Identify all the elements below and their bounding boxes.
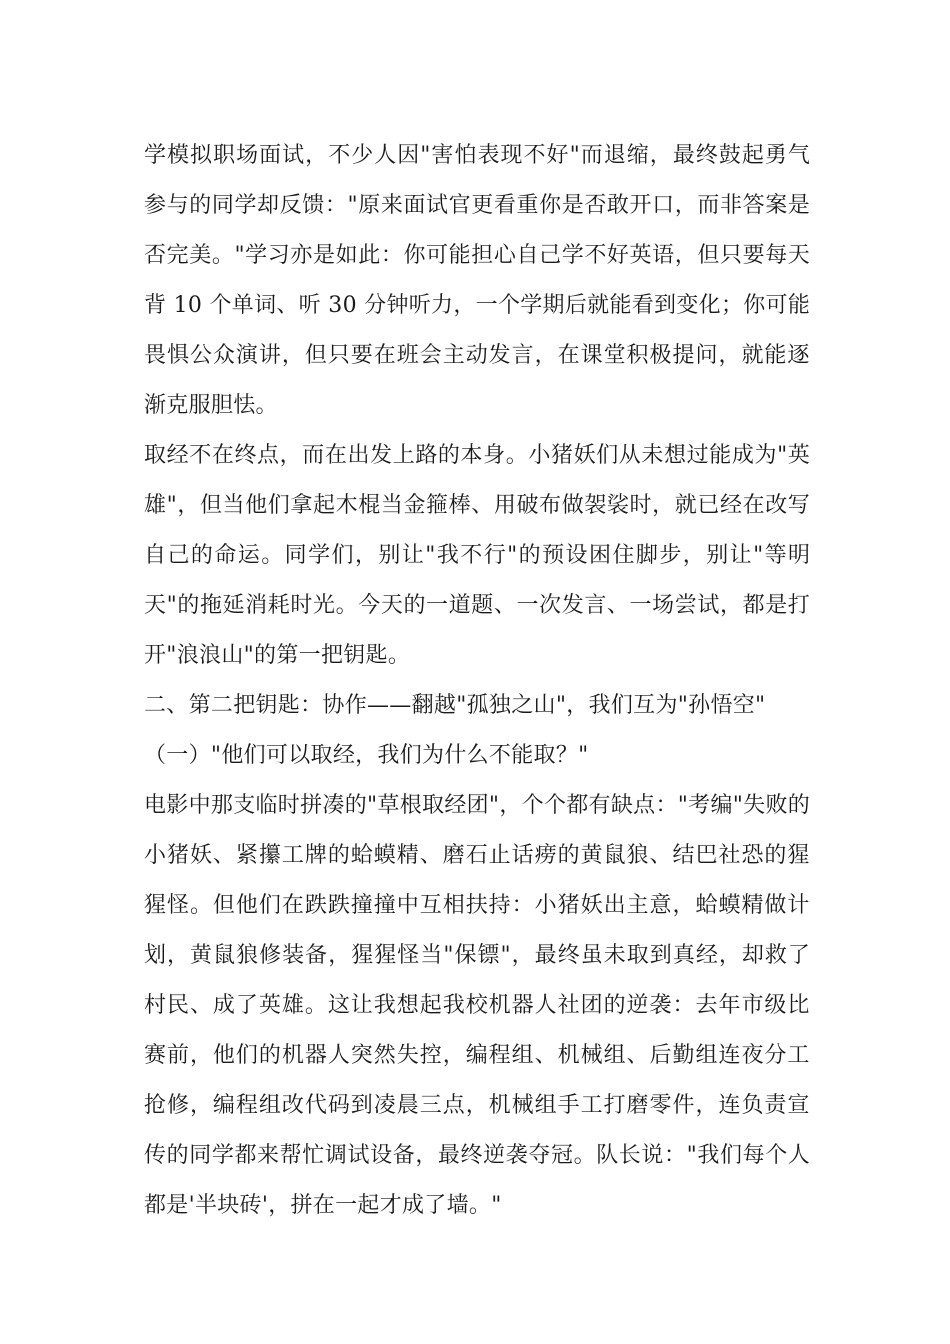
section-heading bbox=[144, 681, 810, 731]
text-line: 村民、成了英雄。这让我想起我校机器人社团的逆袭：去年市级比 bbox=[144, 993, 811, 1018]
text-line: 抢修，编程组改代码到凌晨三点，机械组手工打磨零件，连负责宣 bbox=[144, 1093, 811, 1118]
document-body bbox=[144, 131, 810, 1231]
text-line: 划，黄鼠狼修装备，猩猩怪当"保镖"，最终虽未取到真经，却救了 bbox=[144, 943, 811, 968]
text-line: 传的同学都来帮忙调试设备，最终逆袭夺冠。队长说："我们每个人 bbox=[144, 1143, 811, 1168]
text-line: 自己的命运。同学们，别让"我不行"的预设困住脚步，别让"等明 bbox=[144, 543, 812, 568]
text-line: 否完美。"学习亦是如此：你可能担心自己学不好英语，但只要每天 bbox=[144, 243, 811, 268]
text-line: 参与的同学却反馈："原来面试官更看重你是否敢开口，而非答案是 bbox=[144, 193, 811, 218]
subsection-heading bbox=[144, 731, 810, 781]
text-line: 电影中那支临时拼凑的"草根取经团"，个个都有缺点："考编"失败的 bbox=[144, 793, 811, 818]
text-line: 背 10 个单词、听 30 分钟听力，一个学期后就能看到变化；你可能 bbox=[144, 293, 811, 318]
text-line: 赛前，他们的机器人突然失控，编程组、机械组、后勤组连夜分工 bbox=[144, 1043, 811, 1068]
paragraph-team bbox=[144, 781, 810, 1231]
text-line: 雄"，但当他们拿起木棍当金箍棒、用破布做袈裟时，就已经在改写 bbox=[144, 493, 811, 518]
text-line: 开"浪浪山"的第一把钥匙。 bbox=[144, 643, 411, 668]
paragraph-interview bbox=[144, 131, 810, 431]
text-line: 都是'半块砖'，拼在一起才成了墙。" bbox=[144, 1193, 502, 1218]
text-line: 畏惧公众演讲，但只要在班会主动发言，在课堂积极提问，就能逐 bbox=[144, 343, 811, 368]
heading-second-key: 二、第二把钥匙：协作——翻越"孤独之山"，我们互为"孙悟空" bbox=[144, 693, 766, 718]
text-line: 猩怪。但他们在跌跌撞撞中互相扶持：小猪妖出主意，蛤蟆精做计 bbox=[144, 893, 811, 918]
text-line: 学模拟职场面试，不少人因"害怕表现不好"而退缩，最终鼓起勇气 bbox=[144, 143, 811, 168]
text-line: 渐克服胆怯。 bbox=[144, 393, 278, 418]
text-line: 天"的拖延消耗时光。今天的一道题、一次发言、一场尝试，都是打 bbox=[144, 593, 811, 618]
paragraph-journey bbox=[144, 431, 810, 681]
subheading-one: （一）"他们可以取经，我们为什么不能取？" bbox=[144, 743, 589, 768]
text-line: 小猪妖、紧攥工牌的蛤蟆精、磨石止话痨的黄鼠狼、结巴社恐的猩 bbox=[144, 843, 811, 868]
text-line: 取经不在终点，而在出发上路的本身。小猪妖们从未想过能成为"英 bbox=[144, 443, 811, 468]
